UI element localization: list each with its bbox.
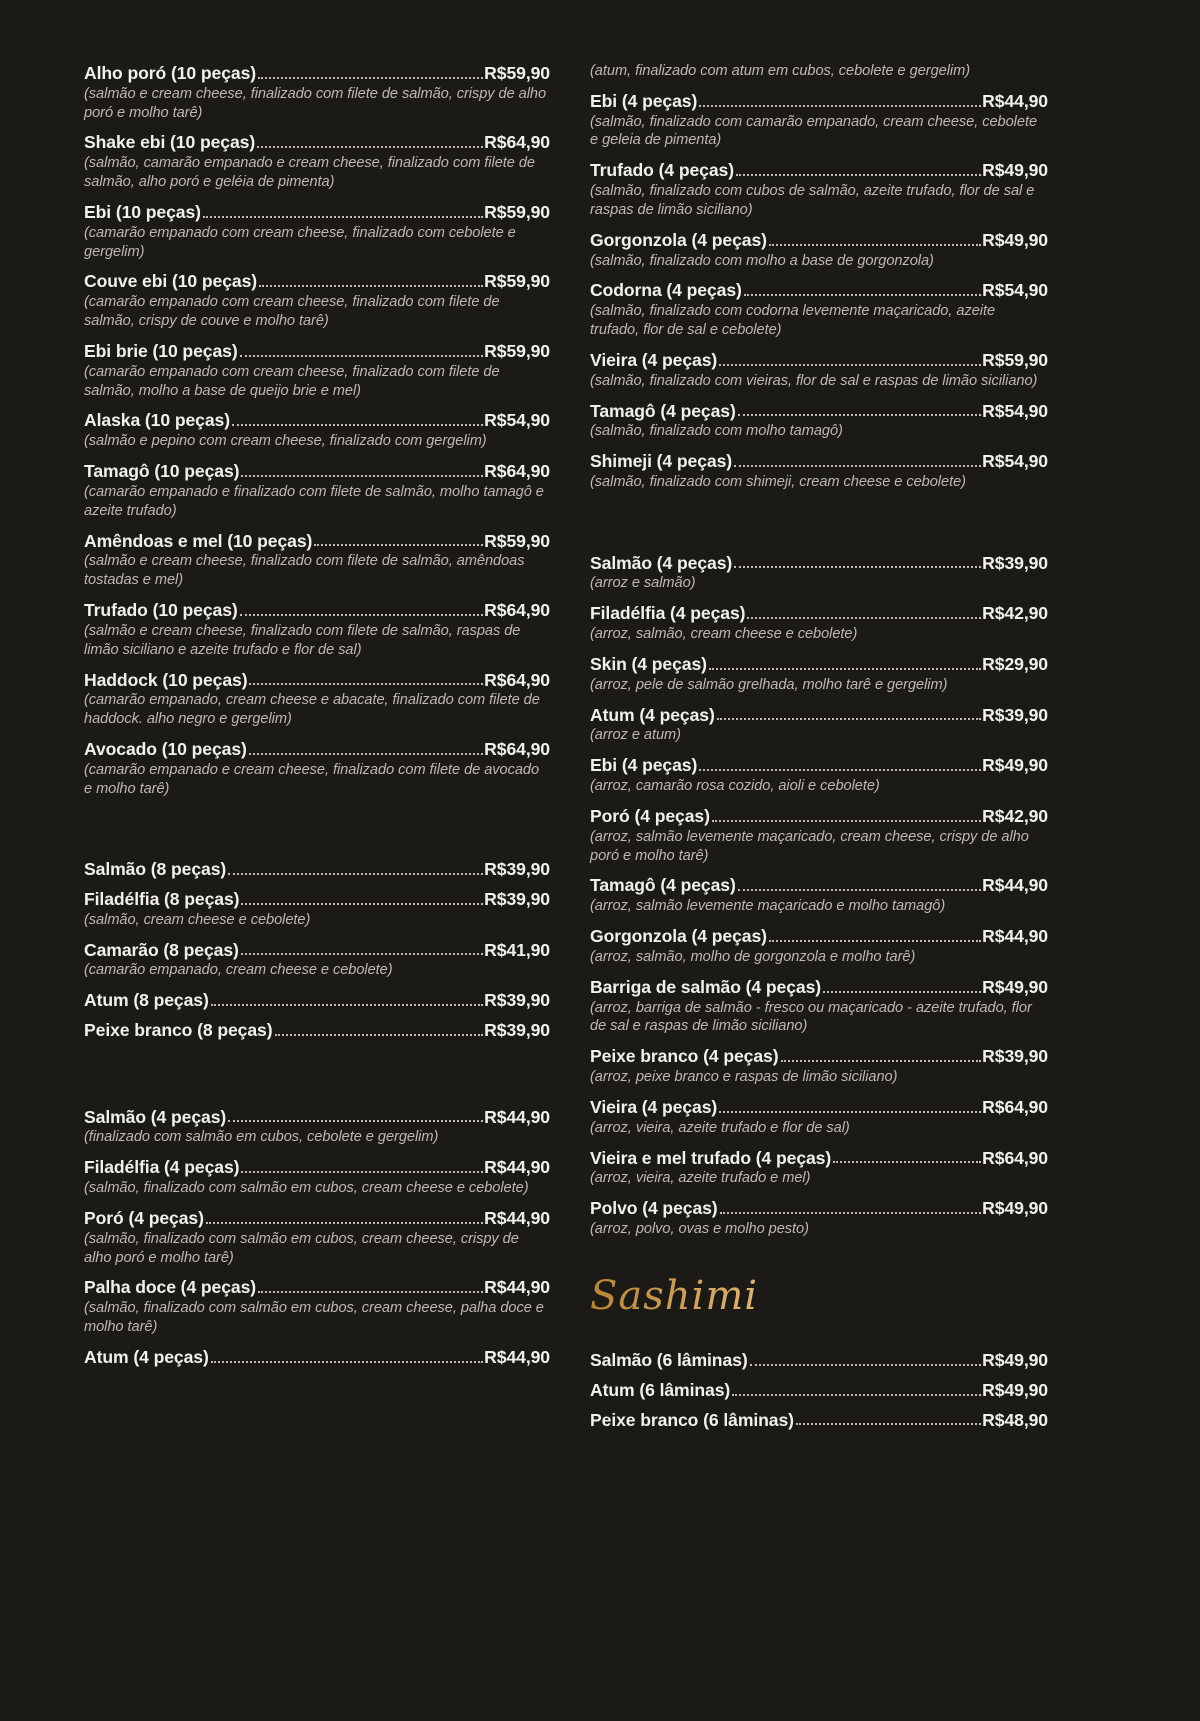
menu-item-price: R$44,90 [982,875,1048,896]
menu-item-description: (salmão, finalizado com shimeji, cream cheese e cebolete) [590,474,966,491]
menu-item [590,704,1048,746]
menu-item-name: Filadélfia (8 peças) [84,888,240,909]
menu-item-description: (arroz, pele de salmão grelhada, molho tarê e gergelim) [590,676,948,693]
menu-item [590,450,1048,492]
leader-dots [736,174,981,176]
menu-item-price: R$49,90 [982,229,1048,250]
menu-item-description: (arroz, polvo, ovas e molho pesto) [590,1221,809,1238]
menu-item-description: (camarão empanado, cream cheese e cebolete) [84,962,393,979]
menu-item-description: (salmão e cream cheese, finalizado com filete de salmão, amêndoas tostadas e mel) [84,553,525,589]
leader-dots [781,1060,982,1062]
menu-item-line [84,1207,550,1230]
menu-item [84,1019,550,1042]
menu-item-line [590,1349,1048,1372]
menu-item-name: Palha doce (4 peças) [84,1277,257,1298]
leader-dots [241,953,483,955]
menu-item-line [84,62,550,85]
menu-item [590,1096,1048,1138]
menu-item-price: R$39,90 [484,859,550,880]
menu-item [590,653,1048,695]
menu-item-description: (camarão empanado e finalizado com filete de salmão, molho tamagô e azeite trufado) [84,483,544,519]
menu-item-description: (camarão empanado e cream cheese, finalizado com filete de avocado e molho tarê) [84,761,540,797]
menu-item-name: Ebi (4 peças) [590,755,698,776]
menu-item-price: R$64,90 [982,1096,1048,1117]
menu-item-price: R$49,90 [982,160,1048,181]
menu-item-name: Poró (4 peças) [590,805,710,826]
menu-item-price: R$44,90 [484,1346,550,1367]
menu-item-description: (arroz, salmão levemente maçaricado, cream cheese, crispy de alho poró e molho tarê) [590,828,1029,864]
leader-dots [228,873,483,875]
menu-item [590,874,1048,916]
menu-item-line [590,754,1048,777]
menu-item-price: R$64,90 [982,1147,1048,1168]
menu-item [590,1045,1048,1087]
menu-item-name: Atum (8 peças) [84,990,209,1011]
leader-dots [249,683,483,685]
menu-item-line [84,738,550,761]
menu-item-name: Tamagô (4 peças) [590,400,736,421]
leader-dots [720,1212,982,1214]
menu-item-name: Filadélfia (4 peças) [84,1157,240,1178]
menu-item [590,1409,1048,1432]
menu-item [84,530,550,590]
menu-item-name: Ebi brie (10 peças) [84,340,238,361]
menu-item-price: R$44,90 [982,926,1048,947]
menu-item-name: Peixe branco (8 peças) [84,1020,273,1041]
menu-item-line [590,602,1048,625]
menu-item-line [84,1156,550,1179]
leader-dots [699,769,981,771]
menu-item [590,754,1048,796]
menu-item [84,340,550,400]
menu-item-description: (salmão, finalizado com molho a base de gorgonzola) [590,252,934,269]
leader-dots [719,1111,981,1113]
menu-item-price: R$64,90 [484,739,550,760]
menu-item [590,159,1048,219]
menu-item-price: R$44,90 [484,1277,550,1298]
menu-item-price: R$42,90 [982,603,1048,624]
leader-dots [769,244,981,246]
menu-item-name: Polvo (4 peças) [590,1198,718,1219]
menu-item-name: Peixe branco (6 lâminas) [590,1409,794,1430]
menu-item-price: R$44,90 [484,1157,550,1178]
menu-item-name: Salmão (4 peças) [84,1106,227,1127]
menu-item-line [84,270,550,293]
leader-dots [232,424,483,426]
menu-item-name: Salmão (4 peças) [590,552,733,573]
menu-item [84,1156,550,1198]
menu-item-description: (salmão e pepino com cream cheese, finalizado com gergelim) [84,433,487,450]
menu-item-line [590,1197,1048,1220]
leader-dots [833,1161,981,1163]
menu-item-name: Tamagô (10 peças) [84,461,240,482]
menu-item-price: R$48,90 [982,1409,1048,1430]
menu-item [590,1379,1048,1402]
menu-item-line [590,925,1048,948]
menu-item-name: Camarão (8 peças) [84,939,239,960]
leader-dots [747,617,981,619]
menu-item-name: Ebi (10 peças) [84,201,201,222]
menu-item-line [84,530,550,553]
menu-item-line [84,409,550,432]
menu-item-description: (salmão, finalizado com codorna levemente maçaricado, azeite trufado, flor de sal e cebolete) [590,303,996,339]
menu-item-name: Gorgonzola (4 peças) [590,926,767,947]
menu-item [590,805,1048,865]
menu-item [84,888,550,930]
menu-item-line [590,279,1048,302]
menu-item-name: Trufado (10 peças) [84,600,238,621]
menu-item [590,552,1048,594]
menu-item-description: (arroz, vieira, azeite trufado e flor de sal) [590,1119,850,1136]
section-heading: HOSSOMAKI [84,823,216,847]
menu-item-name: Poró (4 peças) [84,1207,204,1228]
leader-dots [738,889,981,891]
menu-item [590,279,1048,339]
menu-item-line [590,976,1048,999]
menu-item-description: (arroz, salmão, molho de gorgonzola e molho tarê) [590,948,916,965]
menu-item-description: (arroz, barriga de salmão - fresco ou maçaricado - azeite trufado, flor de sal e raspas de limão siciliano) [590,999,1032,1035]
leader-dots [240,614,484,616]
menu-item-description: (camarão empanado com cream cheese, finalizado com cebolete e gergelim) [84,224,516,260]
leader-dots [744,294,981,296]
menu-item-line [84,989,550,1012]
leader-dots [699,105,981,107]
continuation-item [590,62,1048,81]
section-heading: GUNKAN [84,1070,178,1094]
leader-dots [750,1364,982,1366]
menu-item [84,1276,550,1336]
menu-item-line [590,1096,1048,1119]
leader-dots [249,753,483,755]
menu-item-price: R$41,90 [484,939,550,960]
menu-item-line [84,939,550,962]
item-description: (atum, finalizado com atum em cubos, cebolete e gergelim) [590,63,971,79]
menu-item [84,270,550,330]
menu-item-description: (arroz, vieira, azeite trufado e mel) [590,1170,811,1187]
leader-dots [257,146,483,148]
menu-item-price: R$44,90 [484,1106,550,1127]
menu-item-price: R$44,90 [484,1207,550,1228]
menu-item [84,939,550,981]
menu-item-description: (salmão, finalizado com camarão empanado, cream cheese, cebolete e geleia de pimenta) [590,113,1038,149]
menu-item-name: Tamagô (4 peças) [590,875,736,896]
menu-item-price: R$49,90 [982,1379,1048,1400]
menu-item-price: R$39,90 [484,888,550,909]
menu-item-line [84,669,550,692]
menu-item [84,62,550,122]
menu-item-description: (finalizado com salmão em cubos, cebolete e gergelim) [84,1129,439,1146]
menu-item [590,925,1048,967]
menu-item-description: (salmão, finalizado com salmão em cubos, cream cheese e cebolete) [84,1180,529,1197]
menu-item-description: (camarão empanado com cream cheese, finalizado com filete de salmão, molho a base de queijo brie e mel) [84,363,500,399]
menu-item [590,400,1048,442]
menu-item [84,738,550,798]
leader-dots [823,991,981,993]
menu-item-price: R$49,90 [982,1198,1048,1219]
menu-item-price: R$49,90 [982,1349,1048,1370]
menu-item-name: Shake ebi (10 peças) [84,132,256,153]
menu-item-description: (salmão e cream cheese, finalizado com filete de salmão, crispy de alho poró e molho tarê) [84,85,547,121]
menu-item-name: Trufado (4 peças) [590,160,734,181]
menu-item-description: (salmão e cream cheese, finalizado com filete de salmão, raspas de limão siciliano e azeite trufado e flor de sal) [84,622,521,658]
menu-item-line [84,858,550,881]
menu-item-description: (salmão, finalizado com cubos de salmão, azeite trufado, flor de sal e raspas de limão siciliano) [590,183,1035,218]
menu-item-price: R$59,90 [484,63,550,83]
menu-item-price: R$49,90 [982,755,1048,776]
menu-item-line [590,90,1048,113]
menu-item [590,1349,1048,1372]
menu-item-line [84,599,550,622]
menu-item-price: R$54,90 [982,400,1048,421]
menu-item-line [84,1276,550,1299]
menu-item-name: Couve ebi (10 peças) [84,271,258,292]
menu-item-price: R$54,90 [982,280,1048,301]
menu-item-price: R$64,90 [484,461,550,482]
menu-item-line [84,340,550,363]
menu-item [590,1147,1048,1189]
menu-item-name: Vieira (4 peças) [590,1096,718,1117]
menu-item [84,1207,550,1267]
menu-item-description: (camarão empanado com cream cheese, finalizado com filete de salmão, crispy de couve e molho tarê) [84,294,500,330]
leader-dots [259,285,483,287]
menu-item-line [590,704,1048,727]
left-intro-items [84,62,550,799]
menu-item-name: Vieira e mel trufado (4 peças) [590,1147,832,1168]
menu-item-name: Shimeji (4 peças) [590,451,733,472]
leader-dots [314,544,483,546]
leader-dots [719,364,981,366]
right-sections [590,518,1048,1431]
menu-item-price: R$59,90 [484,201,550,222]
menu-item-price: R$64,90 [484,600,550,621]
menu-item [590,1197,1048,1239]
menu-item-price: R$29,90 [982,653,1048,674]
section-heading-script: Sashimi [590,1275,1048,1317]
leader-dots [258,1291,483,1293]
menu-item-description: (arroz e atum) [590,727,681,744]
menu-item-description: (salmão, finalizado com molho tamagô) [590,423,843,440]
menu-item-name: Atum (4 peças) [84,1346,209,1367]
menu-item-price: R$42,90 [982,805,1048,826]
leader-dots [734,566,981,568]
menu-item-name: Haddock (10 peças) [84,669,248,690]
menu-item-line [84,888,550,911]
leader-dots [709,668,981,670]
menu-item-description: (arroz, salmão, cream cheese e cebolete) [590,626,858,643]
menu-item [590,976,1048,1036]
menu-item-line [590,229,1048,252]
leader-dots [734,465,981,467]
leader-dots [211,1361,483,1363]
menu-item-price: R$54,90 [982,451,1048,472]
menu-item-line [590,653,1048,676]
leader-dots [240,355,484,357]
menu-item-line [590,1379,1048,1402]
menu-item-name: Avocado (10 peças) [84,739,247,760]
leader-dots [241,903,483,905]
menu-item-description: (salmão, finalizado com salmão em cubos, cream cheese, crispy de alho poró e molho tarê) [84,1230,519,1266]
leader-dots [717,718,981,720]
menu-item-name: Gorgonzola (4 peças) [590,229,767,250]
menu-item-name: Ebi (4 peças) [590,90,698,111]
leader-dots [712,820,981,822]
menu-item-name: Alaska (10 peças) [84,410,230,431]
menu-item-price: R$59,90 [484,530,550,551]
menu-column-left [84,62,550,1376]
menu-item-description: (arroz, salmão levemente maçaricado e molho tamagô) [590,898,946,915]
menu-item-name: Codorna (4 peças) [590,280,742,301]
menu-item [84,599,550,659]
leader-dots [258,77,483,79]
menu-item-name: Barriga de salmão (4 peças) [590,976,822,997]
menu-item-line [590,1147,1048,1170]
leader-dots [211,1004,483,1006]
menu-item-description: (salmão, finalizado com vieiras, flor de sal e raspas de limão siciliano) [590,372,1038,389]
menu-item [84,460,550,520]
menu-item-line [590,349,1048,372]
menu-item-line [590,1409,1048,1432]
menu-item-name: Salmão (8 peças) [84,859,227,880]
menu-item-price: R$59,90 [982,349,1048,370]
left-sections [84,825,550,1369]
menu-item-description: (arroz e salmão) [590,575,696,592]
leader-dots [275,1034,484,1036]
menu-item [84,201,550,261]
menu-item-name: Salmão (6 lâminas) [590,1349,748,1370]
menu-item-name: Alho poró (10 peças) [84,63,257,83]
menu-item [84,669,550,729]
menu-item-name: Filadélfia (4 peças) [590,603,746,624]
menu-item-price: R$39,90 [982,552,1048,573]
menu-item-line [590,400,1048,423]
menu-item-description: (arroz, camarão rosa cozido, aioli e cebolete) [590,778,880,795]
leader-dots [241,1171,483,1173]
menu-column-right [590,62,1048,1438]
menu-item-line [590,874,1048,897]
leader-dots [732,1394,981,1396]
menu-item-line [590,805,1048,828]
menu-item [84,409,550,451]
menu-item-description: (salmão, camarão empanado e cream cheese, finalizado com filete de salmão, alho poró e geléia de pimenta) [84,155,535,191]
menu-item-price: R$39,90 [484,990,550,1011]
menu-item-price: R$39,90 [982,704,1048,725]
menu-item-line [590,450,1048,473]
menu-item-name: Vieira (4 peças) [590,349,718,370]
menu-item-name: Skin (4 peças) [590,653,707,674]
leader-dots [203,216,483,218]
menu-item-name: Peixe branco (4 peças) [590,1046,779,1067]
menu-item-price: R$39,90 [982,1046,1048,1067]
right-intro-items [590,90,1048,492]
menu-item [84,1106,550,1148]
menu-item-line [84,460,550,483]
menu-item-price: R$44,90 [982,90,1048,111]
menu-item-line [84,1106,550,1129]
menu-item-line [590,1045,1048,1068]
menu-item [590,602,1048,644]
menu-item-price: R$54,90 [484,410,550,431]
leader-dots [228,1120,483,1122]
menu-item [84,131,550,191]
menu-item [84,858,550,881]
leader-dots [738,414,981,416]
menu-item [84,1346,550,1369]
menu-item-description: (camarão empanado, cream cheese e abacate, finalizado com filete de haddock. alho negro e gergelim) [84,692,540,728]
menu-item-line [84,131,550,154]
menu-item-line [590,552,1048,575]
menu-item-description: (salmão, cream cheese e cebolete) [84,911,311,928]
menu-item-line [84,1019,550,1042]
leader-dots [796,1423,981,1425]
leader-dots [241,475,483,477]
menu-item-name: Amêndoas e mel (10 peças) [84,530,313,551]
menu-item [590,349,1048,391]
menu-item-price: R$64,90 [484,132,550,153]
menu-item-price: R$59,90 [484,340,550,361]
menu-item-price: R$59,90 [484,271,550,292]
leader-dots [206,1222,483,1224]
menu-item-description: (arroz, peixe branco e raspas de limão siciliano) [590,1069,898,1086]
menu-item-line [590,159,1048,182]
menu-item-name: Atum (4 peças) [590,704,715,725]
menu-item [84,989,550,1012]
menu-item [590,90,1048,150]
menu-item-price: R$39,90 [484,1020,550,1041]
menu-item-name: Atum (6 lâminas) [590,1379,731,1400]
section-heading: NIGIRI [590,516,657,540]
menu-item-line [84,1346,550,1369]
menu-item-price: R$64,90 [484,669,550,690]
menu-item [590,229,1048,271]
menu-item-line [84,201,550,224]
menu-item-description: (salmão, finalizado com salmão em cubos, cream cheese, palha doce e molho tarê) [84,1300,544,1336]
leader-dots [769,940,981,942]
menu-item-price: R$49,90 [982,976,1048,997]
